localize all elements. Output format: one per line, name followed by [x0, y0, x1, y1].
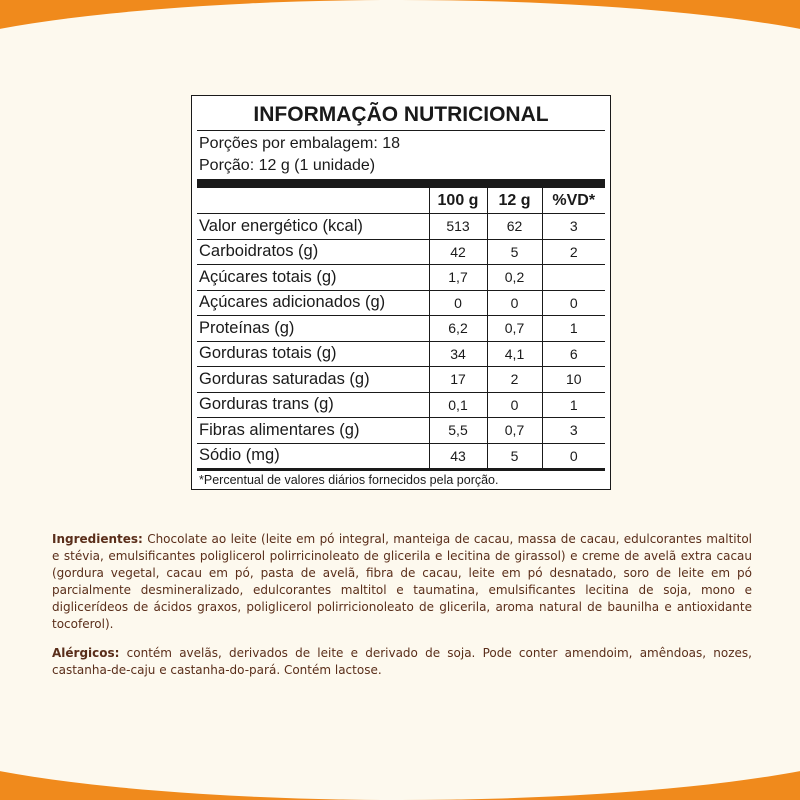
allergens-text: contém avelãs, derivados de leite e derivado de soja. Pode conter amendoim, amêndoas, nozes, castanha-de-caju e castanha-do-pará. Contém lactose.	[52, 646, 752, 677]
ingredients-text: Chocolate ao leite (leite em pó integral, manteiga de cacau, massa de cacau, edulcorantes maltitol e stévia, emulsificantes poliglicerol polirricinoleato de glicerila e lecitina de girassol) e creme de avelã extra cacau (gordura vegetal, cacau em pó, pasta de avelã, fibra de cacau, leite em pó desnatado, soro de leite em pó parcialmente desmineralizado, edulcorantes maltitol e taumatina, emulsificantes lecitina de soja, mono e diglicerídeos de ácidos graxos, poliglicerol polirricionoleato de glicerila, aroma natural de baunilha e antioxidante tocoferol).	[52, 532, 752, 631]
table-row	[197, 341, 605, 367]
table-row	[197, 392, 605, 418]
value-daily-percent: 0	[542, 443, 605, 468]
header-per-serving: 12 g	[487, 188, 542, 214]
allergens-paragraph	[52, 645, 752, 679]
value-per-serving: 62	[487, 214, 542, 240]
table-row	[197, 265, 605, 291]
value-per-100g: 513	[429, 214, 487, 240]
table-header-row	[197, 188, 605, 214]
value-per-serving: 5	[487, 239, 542, 265]
value-per-serving: 0,7	[487, 418, 542, 444]
value-per-100g: 0	[429, 290, 487, 316]
nutrient-name: Gorduras totais (g)	[197, 341, 429, 367]
value-daily-percent: 0	[542, 290, 605, 316]
ingredients-label: Ingredientes:	[52, 532, 143, 546]
header-daily-value: %VD*	[542, 188, 605, 214]
allergens-label: Alérgicos:	[52, 646, 120, 660]
nutrient-name: Gorduras saturadas (g)	[197, 367, 429, 393]
table-row	[197, 316, 605, 342]
value-per-serving: 0,2	[487, 265, 542, 291]
value-per-100g: 43	[429, 443, 487, 468]
value-per-serving: 0	[487, 290, 542, 316]
nutrient-name: Carboidratos (g)	[197, 239, 429, 265]
nutrient-name: Açúcares adicionados (g)	[197, 290, 429, 316]
value-per-100g: 1,7	[429, 265, 487, 291]
header-per-100g: 100 g	[429, 188, 487, 214]
value-per-serving: 5	[487, 443, 542, 468]
footnote: *Percentual de valores diários fornecidos pela porção.	[199, 473, 499, 487]
value-daily-percent: 3	[542, 214, 605, 240]
nutrition-table	[197, 188, 605, 468]
nutrient-name: Valor energético (kcal)	[197, 214, 429, 240]
table-row	[197, 239, 605, 265]
value-daily-percent: 10	[542, 367, 605, 393]
value-per-100g: 17	[429, 367, 487, 393]
table-row	[197, 367, 605, 393]
nutrition-title: INFORMAÇÃO NUTRICIONAL	[197, 100, 605, 131]
header-blank	[197, 188, 429, 214]
nutrient-name: Sódio (mg)	[197, 443, 429, 468]
value-per-serving: 0,7	[487, 316, 542, 342]
product-text	[52, 531, 752, 691]
value-per-serving: 4,1	[487, 341, 542, 367]
nutrient-name: Fibras alimentares (g)	[197, 418, 429, 444]
value-per-100g: 6,2	[429, 316, 487, 342]
value-per-100g: 5,5	[429, 418, 487, 444]
nutrient-name: Gorduras trans (g)	[197, 392, 429, 418]
value-daily-percent	[542, 265, 605, 291]
value-daily-percent: 6	[542, 341, 605, 367]
nutrition-facts-label	[191, 95, 611, 490]
table-row	[197, 418, 605, 444]
value-daily-percent: 1	[542, 392, 605, 418]
value-per-100g: 0,1	[429, 392, 487, 418]
serving-size: Porção: 12 g (1 unidade)	[199, 157, 376, 174]
table-row	[197, 443, 605, 468]
nutrient-name: Proteínas (g)	[197, 316, 429, 342]
value-per-serving: 2	[487, 367, 542, 393]
servings-per-pack: Porções por embalagem: 18	[199, 135, 400, 152]
value-daily-percent: 1	[542, 316, 605, 342]
value-daily-percent: 3	[542, 418, 605, 444]
value-per-serving: 0	[487, 392, 542, 418]
value-daily-percent: 2	[542, 239, 605, 265]
ingredients-paragraph	[52, 531, 752, 633]
table-row	[197, 214, 605, 240]
value-per-100g: 42	[429, 239, 487, 265]
value-per-100g: 34	[429, 341, 487, 367]
thick-divider	[197, 179, 605, 188]
table-row	[197, 290, 605, 316]
nutrient-name: Açúcares totais (g)	[197, 265, 429, 291]
